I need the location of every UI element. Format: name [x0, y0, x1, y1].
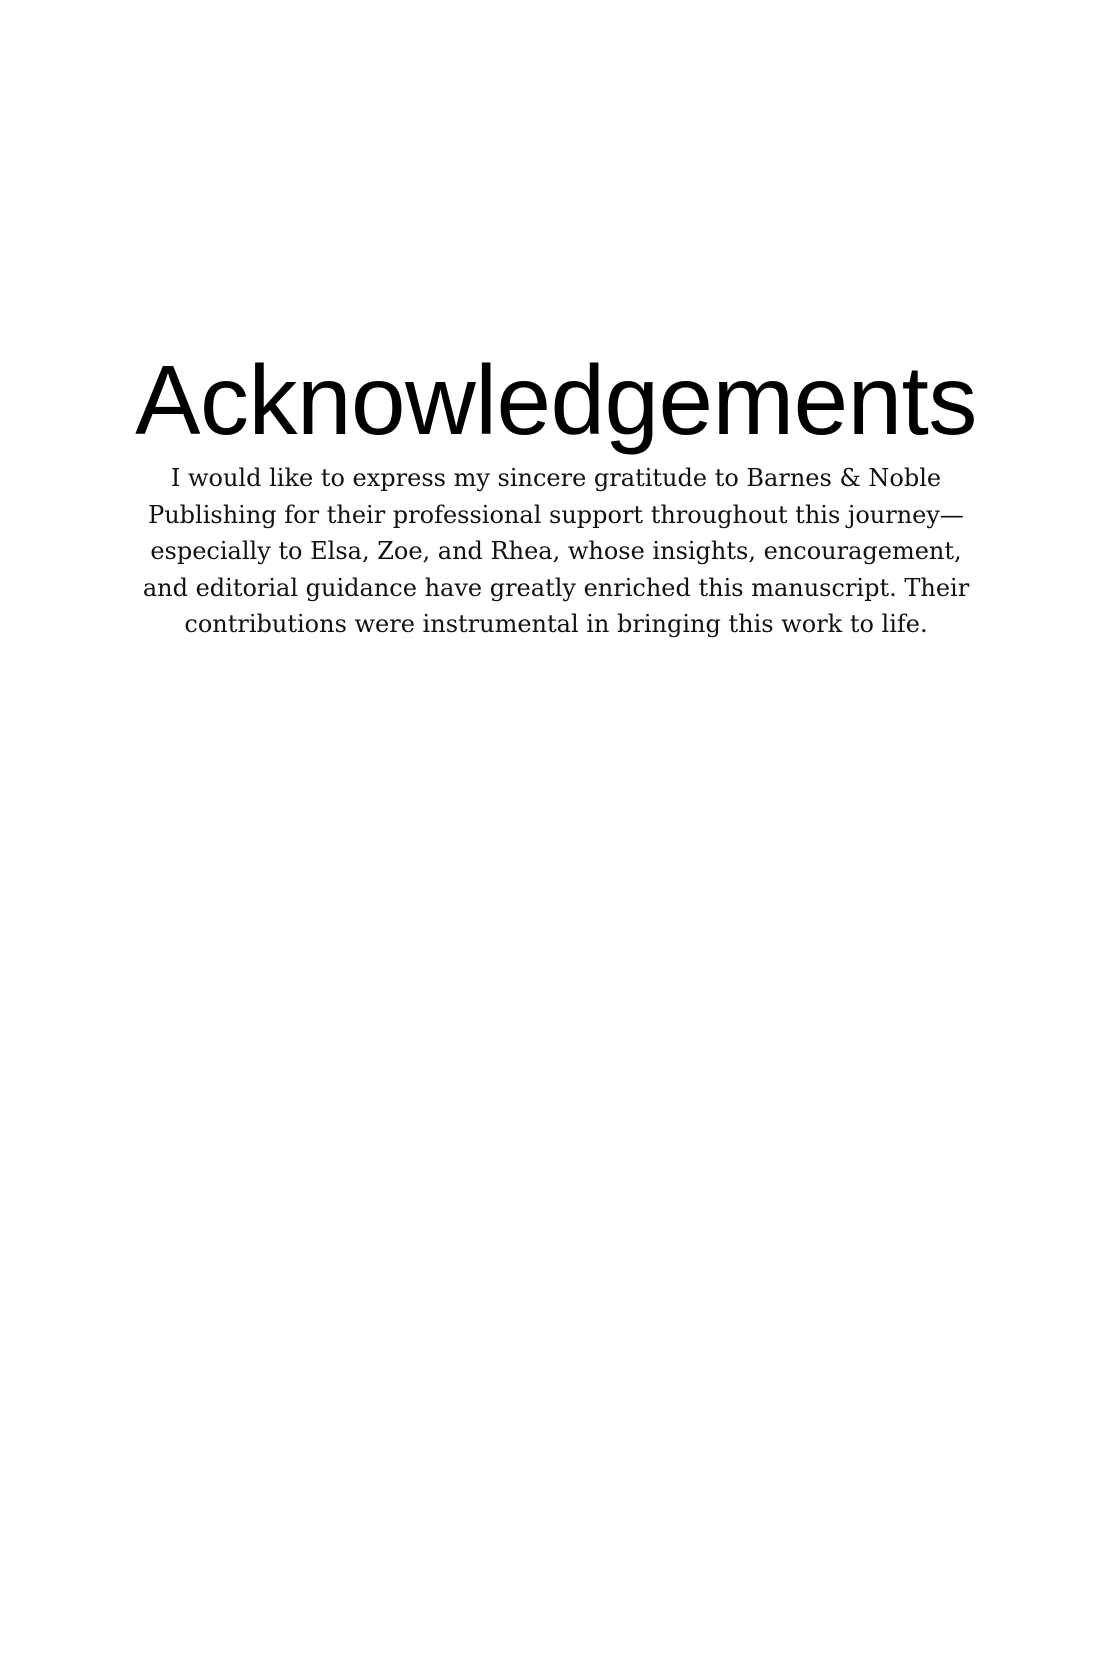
paragraph-line: I would like to express my sincere gratitude to Barnes & Noble: [170, 464, 942, 492]
page-title: Acknowledgements: [135, 345, 977, 455]
acknowledgements-section: [86, 345, 1026, 643]
acknowledgements-paragraph: [86, 455, 1026, 643]
paragraph-line: contributions were instrumental in bringing this work to life.: [184, 610, 928, 638]
paragraph-line: especially to Elsa, Zoe, and Rhea, whose insights, encouragement,: [150, 537, 962, 565]
paragraph-line: Publishing for their professional support throughout this journey—: [148, 500, 964, 529]
paragraph-line: and editorial guidance have greatly enriched this manuscript. Their: [142, 573, 970, 602]
